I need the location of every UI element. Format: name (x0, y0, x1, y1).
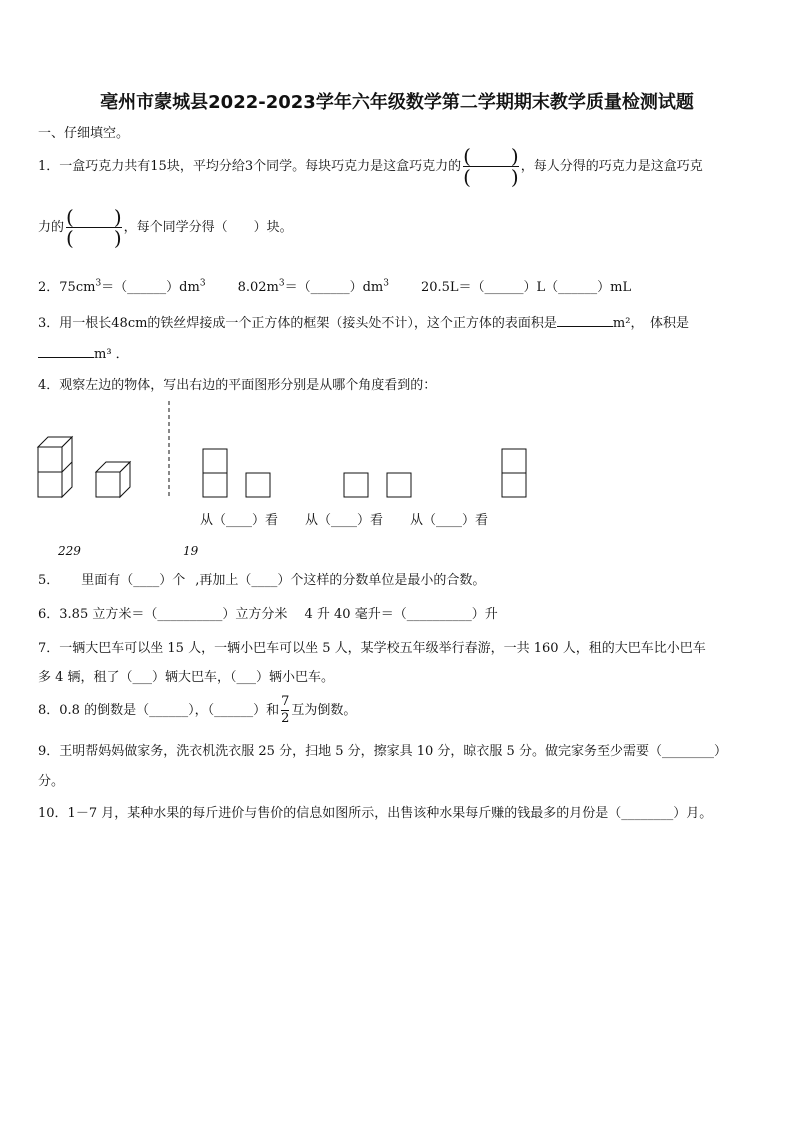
page-title: 亳州市蒙城县2022-2023学年六年级数学第二学期期末教学质量检测试题 (100, 92, 694, 113)
question-5: 5． 里面有（____）个 ,再加上（____）个这样的分数单位是最小的合数。 (38, 573, 486, 588)
question-9-line-1: 9．王明帮妈妈做家务，洗衣机洗衣服 25 分，扫地 5 分，擦家具 10 分，晾衣服 5 分。做完家务至少需要（________） (38, 744, 727, 759)
question-7-line-1: 7．一辆大巴车可以坐 15 人，一辆小巴车可以坐 5 人，某学校五年级举行春游，一共 160 人，租的大巴车比小巴车 (38, 641, 706, 656)
fraction-22-9: 229 (58, 544, 81, 558)
question-4: 4．观察左边的物体，写出右边的平面图形分别是从哪个角度看到的： (38, 378, 437, 393)
fraction-1-9: 19 (183, 544, 199, 558)
question-8: 8．0.8 的倒数是（______），（______）和 $\frac{7}{2}$ 互为倒数。 (38, 694, 357, 726)
question-2: 2．$75cm^3=(\_\_\_\_\_\_)dm^3$ $8.02m^3=(\_\_\_\_\_\_)dm^3$ 20.5L＝（______）L（______）mL (38, 278, 632, 295)
question-9-line-2: 分。 (38, 774, 65, 789)
question-3-line-2: m³ ． (38, 343, 129, 362)
blank-fraction: $\frac{( )}{( )}$ (463, 144, 519, 189)
question-6: 6．3.85 立方米＝（__________）立方分米 4 升 40 毫升＝（__________）升 (38, 607, 498, 622)
question-7-line-2: 多 4 辆，租了（___）辆大巴车，（___）辆小巴车。 (38, 670, 335, 685)
view-label-2: 从（____）看 (305, 513, 384, 528)
blank-fraction: $\frac{( )}{( )}$ (66, 205, 122, 250)
question-1-line-1: 1．一盒巧克力共有15块，平均分给3个同学。每块巧克力是这盒巧克力的 $\frac{( )}{( )}$ ，每人分得的巧克力是这盒巧克 (38, 144, 703, 189)
question-10: 10．1－7 月，某种水果的每斤进价与售价的信息如图所示，出售该种水果每斤赚的钱最多的月份是（________）月。 (38, 806, 713, 821)
question-1-line-2: 力的 $\frac{( )}{( )}$ ，每个同学分得（ ）块。 (38, 205, 293, 250)
section-heading: 一、仔细填空。 (38, 126, 130, 141)
fraction-7-2: $\frac{7}{2}$ (281, 694, 290, 726)
views-figure (0, 395, 794, 535)
view-label-1: 从（____）看 (200, 513, 279, 528)
question-3-line-1: 3．用一根长48cm的铁丝焊接成一个正方体的框架（接头处不计），这个正方体的表面积是 m²， 体积是 (38, 316, 689, 331)
view-label-3: 从（____）看 (410, 513, 489, 528)
